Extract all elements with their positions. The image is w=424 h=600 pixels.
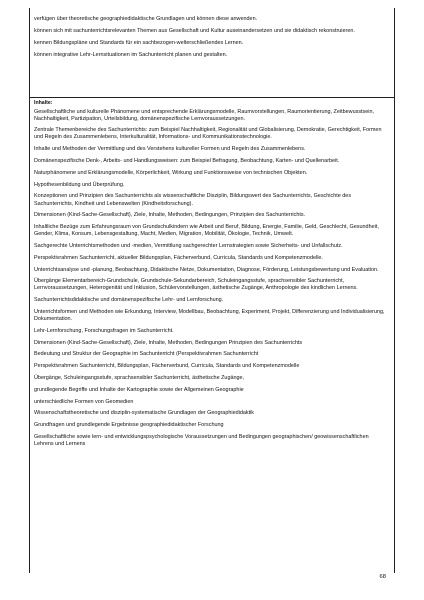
table-right-border [394, 8, 395, 573]
content-item: Unterrichtsanalyse und -planung, Beobachtung, Didaktische Netze, Dokumentation, Diagnose, Förderung, Leistungsbewertung und Evaluation. [34, 266, 379, 273]
content-item: Naturphänomene und Erklärungsmodelle, Körperlichkeit, Wirkung und Funktionsweise von technischen Objekten. [34, 169, 308, 176]
page-number: 68 [379, 574, 386, 580]
content-item: Gesellschaftliche und kulturelle Phänomene und entsprechende Erklärungsmodelle, Raumvorstellungen, Raumorientierung, Zeitbewusstsein, Nachhaltigkeit, Partizipation, Urteilsbildung, domänenspezifische Lernvoraussetzungen. [34, 108, 375, 122]
content-item: Übergänge Elementarbereich-Grundschule, Grundschule-Sekundarbereich, Schuleingangsstufe, sprachsensibler Sachunterricht, Lernvoraussetzungen, Heterogenität und Inklusion, Schülervorstellungen, ästhetische Zugänge, Anthropologie des kindlichen Lernens. [34, 278, 358, 292]
competency-item: kennen Bildungspläne und Standards für ein sachbezogen-welterschließendes Lernen. [34, 39, 244, 46]
content-item: Unterrichtsformen und Methoden wie Erkundung, Interview, Modellbau, Beobachtung, Experiment, Projekt, Differenzierung und Individualisierung, Dokumentation. [34, 308, 385, 323]
content-item: Gesellschaftliche sowie lern- und entwicklungspsychologische Voraussetzungen und Bedingungen geographischen/ geowissenschaftlichen Lehrens und Lernens [34, 434, 369, 448]
inhalte-section [34, 100, 389, 453]
content-item: Übergänge, Schuleingangsstufe, sprachsensibler Sachunterricht, ästhetische Zugänge, [34, 375, 245, 382]
competency-item: können integrative Lehr-Lernsituationen im Sachunterricht planen und gestalten. [34, 51, 228, 58]
module-table-frame [29, 8, 395, 573]
content-item: Bedeutung und Struktur der Geographie im Sachunterricht (Perspektivrahmen Sachunterricht [34, 351, 259, 358]
content-item: Dimensionen (Kind-Sache-Gesellschaft), Ziele, Inhalte, Methoden, Bedingungen, Prinzipien des Sachunterrichts. [34, 212, 306, 219]
content-item: Hypothesenbildung und Überprüfung. [34, 181, 125, 188]
content-item: Domänenspezifische Denk-, Arbeits- und Handlungsweisen: zum Beispiel Befragung, Beobachtung, Karten- und Quellenarbeit. [34, 158, 340, 165]
competencies-section [34, 16, 389, 64]
content-item: Grundfragen und grundlegende Ergebnisse geographiedidaktischer Forschung [34, 422, 224, 429]
content-item: Sachunterrichtsdidaktische und domänenspezifische Lehr- und Lernforschung. [34, 297, 224, 304]
content-item: grundlegende Begriffe und Inhalte der Kartographie sowie der Allgemeinen Geographie [34, 386, 244, 393]
content-item: Perspektivrahmen Sachunterricht, aktueller Bildungsplan, Fächerverbund, Curricula, Standards und Kompetenzmodelle. [34, 254, 323, 261]
table-left-border [29, 8, 30, 573]
inhalte-heading: Inhalte: [34, 100, 53, 106]
content-item: unterschiedliche Formen von Geomedien [34, 398, 134, 405]
content-item: Dimensionen (Kind-Sache-Gesellschaft), Ziele, Inhalte, Methoden, Bedingungen Prinzipien des Sachunterrichts [34, 339, 303, 346]
content-item: Inhaltliche Bezüge zum Erfahrungsraum von Grundschulkindern wie Arbeit und Beruf, Bildung, Energie, Familie, Geld, Geschlecht, Gesundheit, Gender, Klima, Konsum, Lebensgestaltung, Macht, Medien, Migration, Mobilität, Ökologie, Technik, Umwelt. [34, 224, 379, 238]
section-divider [29, 97, 395, 98]
content-item: Perspektivrahmen Sachunterricht, Bildungsplan, Fächerverbund, Curricula, Standards und Kompetenzmodelle [34, 363, 300, 370]
content-item: Zentrale Themenbereiche des Sachunterrichts: zum Beispiel Nachhaltigkeit, Regionalität und Globalisierung, Demokratie, Gerechtigkeit, Formen und Regeln des Zusammenlebens, Interkulturalität, Informations- und Kommunikationstechnologie. [34, 127, 382, 141]
competency-item: können sich mit sachunterrichtsrelevanten Themen aus Gesellschaft und Kultur auseinandersetzen und sie didaktisch rekonstruieren. [34, 27, 355, 34]
content-item: Sachgerechte Unterrichtsmethoden und -medien, Vermittlung sachgerechter Lernstrategien sowie Sicherheits- und Unfallschutz. [34, 242, 343, 249]
content-item: Konzeptionen und Prinzipien des Sachunterrichts als wissenschaftliche Disziplin, Bildungswert des Sachunterrichts, Geschichte des Sachunterrichts, Kindheit und Lebenswelten (Kindheitsforschung). [34, 193, 352, 207]
competency-item: verfügen über theoretische geographiedidaktische Grundlagen und können diese anwenden. [34, 16, 258, 22]
content-item: Lehr-Lernforschung, Forschungsfragen im Sachunterricht. [34, 327, 174, 334]
content-item: Wissenschaftstheoretische und disziplin-systematische Grundlagen der Geographiedidaktik [34, 410, 255, 417]
content-item: Inhalte und Methoden der Vermittlung und des Verstehens kultureller Formen und Regeln des Zusammenlebens. [34, 146, 306, 153]
